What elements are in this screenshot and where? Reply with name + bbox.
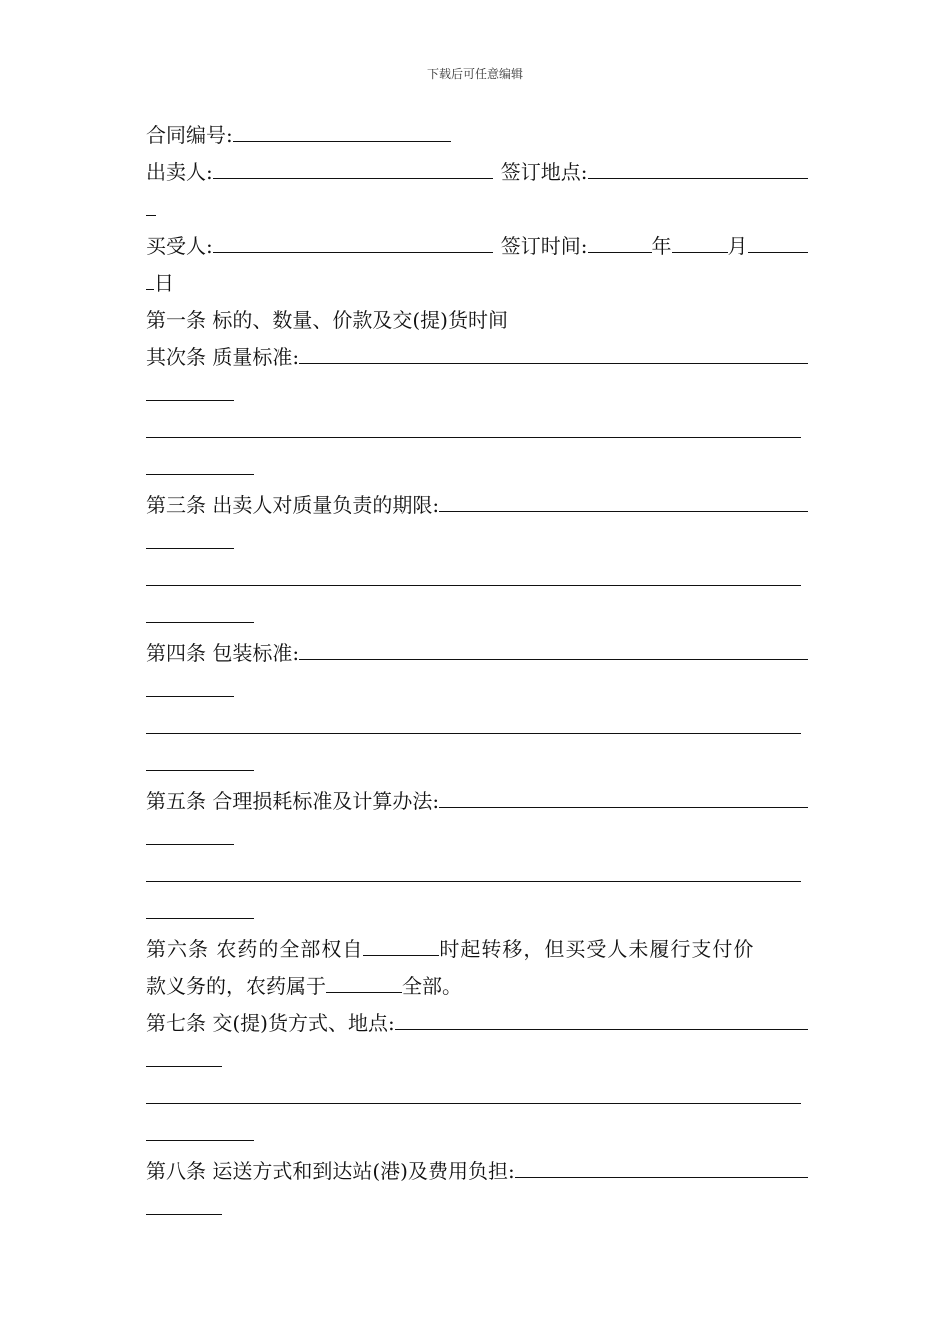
contract-body <box>146 117 808 1227</box>
article-3 <box>146 487 808 524</box>
contract-number-blank[interactable] <box>233 117 451 142</box>
ownership-transfer-blank[interactable] <box>363 931 439 956</box>
article-8-text: 第八条 运送方式和到达站(港)及费用负担: <box>146 1159 515 1183</box>
article-4 <box>146 635 808 672</box>
article-7-blank[interactable] <box>395 1005 808 1030</box>
article-8-blank[interactable] <box>515 1153 808 1178</box>
article-2-blank[interactable] <box>299 339 808 364</box>
article-1-text: 第一条 标的、数量、价款及交(提)货时间 <box>146 308 508 332</box>
article-5-blank-cont[interactable] <box>146 820 234 845</box>
year-label: 年 <box>651 234 672 258</box>
article-7-text: 第七条 交(提)货方式、地点: <box>146 1011 395 1035</box>
page-header: 下载后可任意编辑 <box>426 67 523 81</box>
contract-number-row <box>146 117 808 154</box>
article-4-blank-line[interactable] <box>146 709 801 734</box>
article-2 <box>146 339 808 376</box>
article-2-blank-end[interactable] <box>146 450 254 475</box>
sign-time-label: 签订时间: <box>500 234 588 258</box>
article-5-text: 第五条 合理损耗标准及计算办法: <box>146 789 440 813</box>
article-1 <box>146 302 808 339</box>
day-blank[interactable] <box>748 228 809 253</box>
day-blank-cont[interactable] <box>146 265 154 290</box>
day-row <box>146 265 808 302</box>
article-2-blank-cont[interactable] <box>146 376 234 401</box>
article-3-blank[interactable] <box>439 487 808 512</box>
article-4-blank[interactable] <box>299 635 808 660</box>
article-2-blank-line[interactable] <box>146 413 801 438</box>
article-5-blank[interactable] <box>439 783 808 808</box>
article-4-blank-end[interactable] <box>146 746 254 771</box>
article-6-cont <box>146 968 808 1005</box>
article-6-text-3: 款义务的，农药属于 <box>146 974 326 998</box>
buyer-blank[interactable] <box>213 228 493 253</box>
sign-place-blank-cont[interactable] <box>146 191 156 216</box>
article-5-blank-end[interactable] <box>146 894 254 919</box>
month-label: 月 <box>727 234 748 258</box>
article-2-text: 其次条 质量标准: <box>146 345 300 369</box>
article-5-blank-line[interactable] <box>146 857 801 882</box>
seller-row <box>146 154 808 191</box>
day-label: 日 <box>154 271 174 295</box>
buyer-row <box>146 228 808 265</box>
article-3-text: 第三条 出卖人对质量负责的期限: <box>146 493 440 517</box>
article-3-blank-end[interactable] <box>146 598 254 623</box>
article-4-blank-cont[interactable] <box>146 672 234 697</box>
article-3-blank-line[interactable] <box>146 561 801 586</box>
seller-blank[interactable] <box>213 154 493 179</box>
article-6 <box>146 931 808 968</box>
article-7-blank-cont[interactable] <box>146 1042 222 1067</box>
article-3-blank-cont[interactable] <box>146 524 234 549</box>
article-6-text-4: 全部。 <box>402 974 462 998</box>
sign-place-blank[interactable] <box>588 154 809 179</box>
sign-place-continuation <box>146 191 808 228</box>
article-6-text-1: 第六条 农药的全部权自 <box>146 937 364 961</box>
article-4-text: 第四条 包装标准: <box>146 641 300 665</box>
sign-place-label: 签订地点: <box>500 160 588 184</box>
month-blank[interactable] <box>672 228 728 253</box>
article-7 <box>146 1005 808 1042</box>
article-5 <box>146 783 808 820</box>
buyer-label: 买受人: <box>146 234 213 258</box>
year-blank[interactable] <box>588 228 652 253</box>
article-8 <box>146 1153 808 1190</box>
article-8-blank-cont[interactable] <box>146 1190 222 1215</box>
article-6-text-2: 时起转移，但买受人未履行支付价 <box>439 937 755 961</box>
article-7-blank-end[interactable] <box>146 1116 254 1141</box>
contract-number-label: 合同编号: <box>146 123 233 147</box>
ownership-holder-blank[interactable] <box>326 968 402 993</box>
article-7-blank-line[interactable] <box>146 1079 801 1104</box>
seller-label: 出卖人: <box>146 160 213 184</box>
